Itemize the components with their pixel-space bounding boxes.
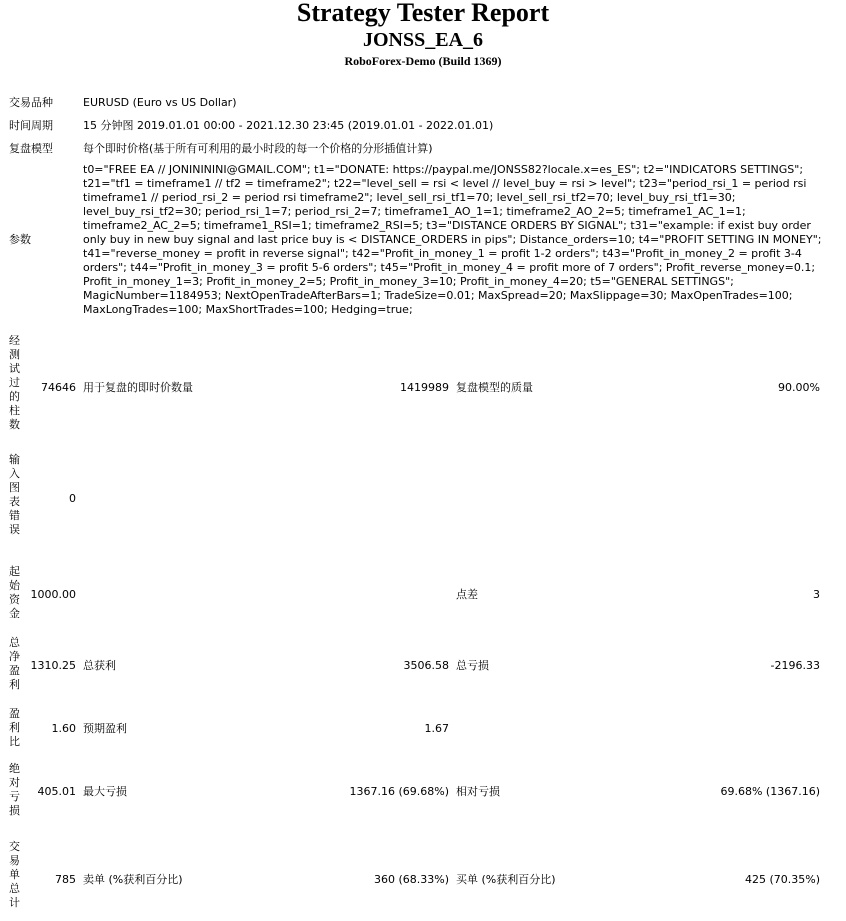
chart-errors-value: 0: [69, 492, 76, 505]
profit-factor-label: 盈利比: [9, 707, 20, 748]
gross-loss-label: 总亏损: [456, 659, 489, 672]
bars-tested-value: 74646: [41, 381, 76, 394]
ticks-modelled-label: 用于复盘的即时价数量: [83, 381, 193, 394]
bars-tested-label: 经测试过的柱数: [9, 334, 20, 431]
model-value: 每个即时价格(基于所有可利用的最小时段的每一个价格的分形插值计算): [83, 142, 433, 155]
modelling-quality-value: 90.00%: [778, 381, 820, 394]
period-value: 15 分钟图 2019.01.01 00:00 - 2021.12.30 23:45 (2019.01.01 - 2022.01.01): [83, 119, 494, 132]
initial-deposit-label: 起始资金: [9, 565, 20, 620]
expert-name: JONSS_EA_6: [362, 29, 484, 51]
profit-factor-value: 1.60: [51, 722, 76, 735]
long-positions-value: 425 (70.35%): [744, 873, 820, 886]
total-trades-value: 785: [55, 873, 76, 886]
net-profit-value: 1310.25: [30, 659, 76, 672]
short-positions-label: 卖单 (%获利百分比): [83, 873, 183, 886]
symbol-label: 交易品种: [9, 96, 53, 109]
model-label: 复盘模型: [9, 142, 53, 155]
spread-label: 点差: [456, 588, 478, 601]
gross-loss-value: -2196.33: [770, 659, 820, 672]
long-positions-label: 买单 (%获利百分比): [456, 873, 556, 886]
absolute-drawdown-label: 绝对亏损: [9, 762, 20, 817]
spread-value: 3: [813, 588, 820, 601]
expected-payoff-value: 1.67: [424, 722, 449, 735]
gross-profit-label: 总获利: [83, 659, 116, 672]
short-positions-value: 360 (68.33%): [373, 873, 449, 886]
parameters-label: 参数: [9, 233, 31, 246]
relative-drawdown-label: 相对亏损: [456, 785, 500, 798]
ticks-modelled-value: 1419989: [400, 381, 449, 394]
absolute-drawdown-value: 405.01: [37, 785, 76, 798]
maximal-drawdown-label: 最大亏损: [83, 785, 127, 798]
modelling-quality-label: 复盘模型的质量: [456, 381, 533, 394]
expected-payoff-label: 预期盈利: [83, 722, 127, 735]
relative-drawdown-value: 69.68% (1367.16): [720, 785, 820, 798]
chart-errors-label: 输入图表错误: [9, 453, 20, 536]
total-trades-label: 交易单总计: [9, 840, 20, 909]
report-title: Strategy Tester Report: [296, 0, 550, 27]
gross-profit-value: 3506.58: [403, 659, 449, 672]
period-label: 时间周期: [9, 119, 53, 132]
net-profit-label: 总净盈利: [9, 636, 20, 691]
maximal-drawdown-value: 1367.16 (69.68%): [349, 785, 449, 798]
symbol-value: EURUSD (Euro vs US Dollar): [83, 96, 237, 109]
parameters-value: t0="FREE EA // JONINININI@GMAIL.COM"; t1="DONATE: https://paypal.me/JONSS82?locale.x=es_ES"; t2="INDICATORS SETTINGS"; t21="tf1 = timeframe1 // tf2 = timeframe2"; t22="level_sell = rsi < level // level_buy = rsi > level"; t23="period_rsi_1 = period rsi timeframe1 // period_rsi_2 = period rsi timeframe2"; level_sell_rsi_tf1=70; level_sell_rsi_tf2=70; level_buy_rsi_tf1=30; level_buy_rsi_tf2=30; period_rsi_1=7; period_rsi_2=7; timeframe1_AO_1=1; timeframe2_AO_2=5; timeframe1_AC_1=1; timeframe2_AC_2=5; timeframe1_RSI=1; timeframe2_RSI=5; t3="DISTANCE ORDERS BY SIGNAL"; t31="example: if exist buy order only buy in new buy signal and last price buy is < DISTANCE_ORDERS in pips"; Distance_orders=10; t4="PROFIT SETTING IN MONEY"; t41="reverse_money = profit in reverse signal"; t42="Profit_in_money_1 = profit 1-2 orders"; t43="Profit_in_money_2 = profit 3-4 orders"; t44="Profit_in_money_3 = profit 5-6 orders"; t45="Profit_in_money_4 = profit more of 7 orders"; Profit_reverse_money=0.1; Profit_in_money_1=3; Profit_in_money_2=5; Profit_in_money_3=10; Profit_in_money_4=20; t5="GENERAL SETTINGS"; MagicNumber=1184953; NextOpenTradeAfterBars=1; TradeSize=0.01; MaxSpread=20; MaxSlippage=30; MaxOpenTrades=100; MaxLongTrades=100; MaxShortTrades=100; Hedging=true;: [83, 163, 822, 316]
server-build: RoboForex-Demo (Build 1369): [344, 54, 502, 68]
initial-deposit-value: 1000.00: [30, 588, 76, 601]
